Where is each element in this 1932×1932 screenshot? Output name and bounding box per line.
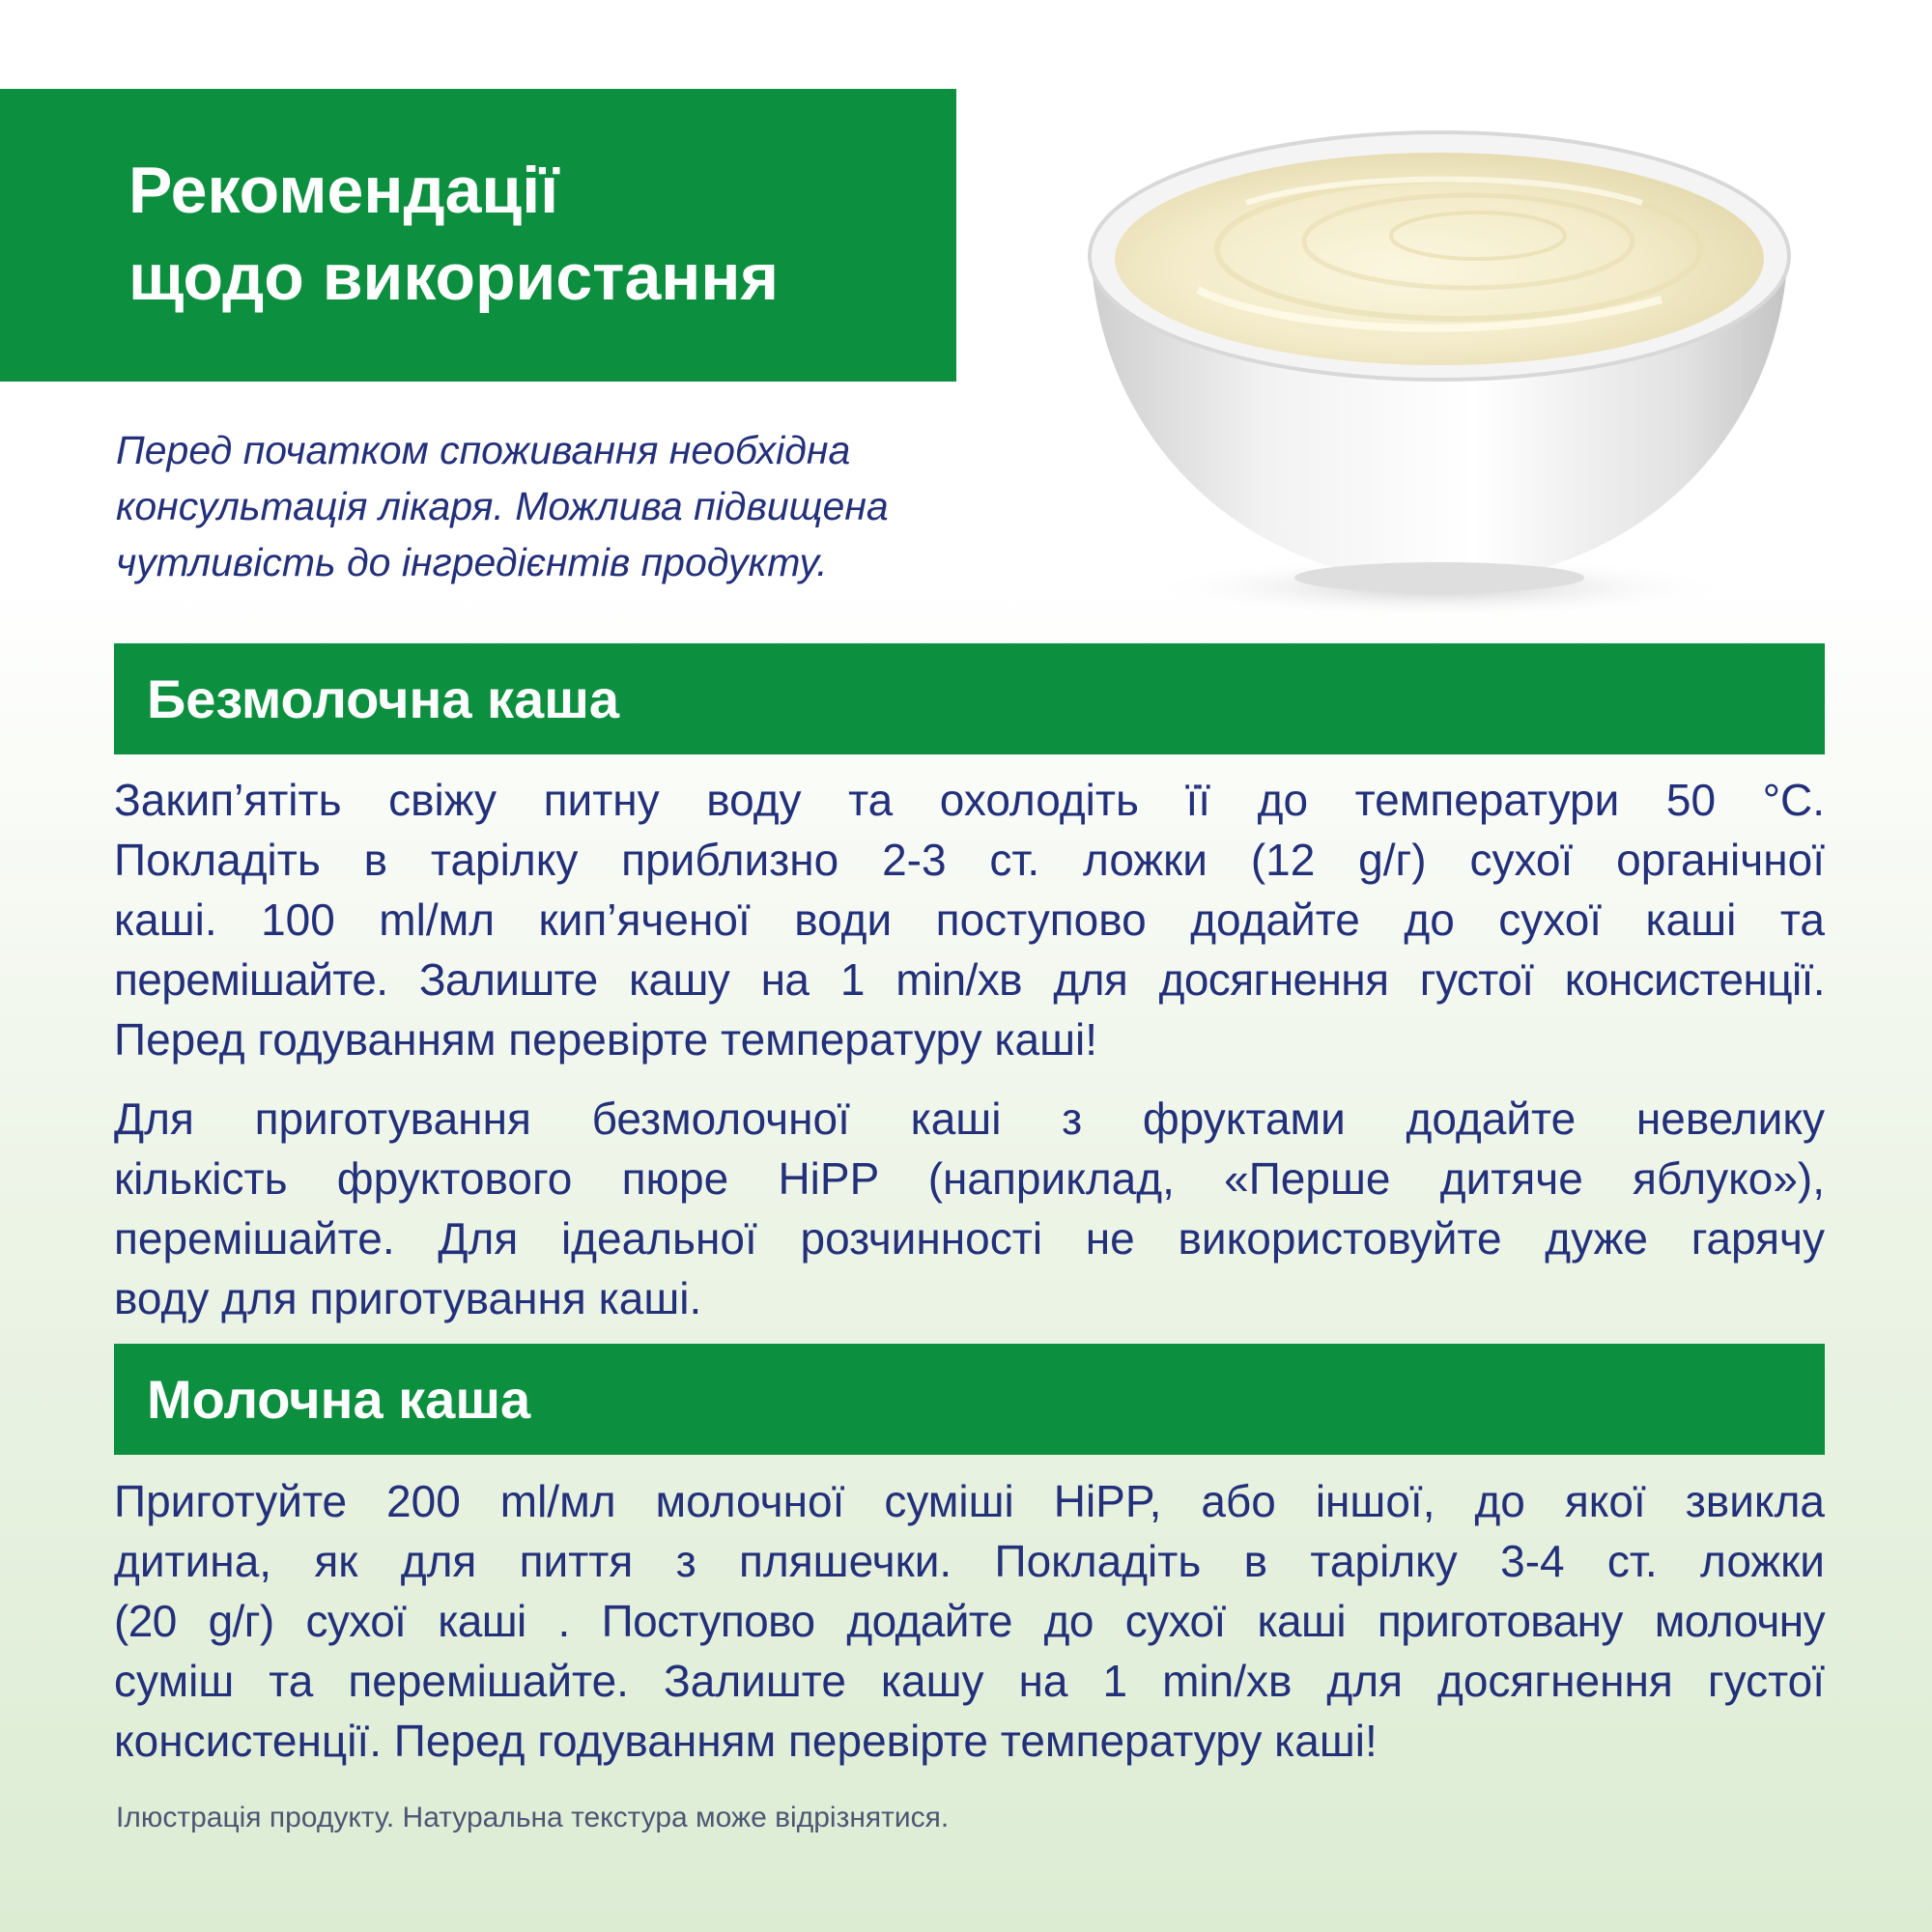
- image-footnote: Ілюстрація продукту. Натуральна текстура може відрізнятися.: [116, 1802, 950, 1833]
- disclaimer-line: консультація лікаря. Можлива підвищена: [116, 484, 889, 528]
- disclaimer-line: чутливість до інгредієнтів продукту.: [116, 540, 828, 584]
- paragraph-line: Покладіть в тарілку приблизно 2-3 ст. ложки (12 g/г) сухої органічної: [114, 835, 1825, 885]
- paragraph-line: (20 g/г) сухої каші . Поступово додайте до сухої каші приготовану молочну: [114, 1596, 1825, 1646]
- paragraph-line: дитина, як для пиття з пляшечки. Покладіть в тарілку 3-4 ст. ложки: [114, 1536, 1825, 1586]
- section-heading-label: Молочна каша: [147, 1369, 531, 1430]
- porridge-bowl-image: [1082, 58, 1797, 628]
- paragraph-line: Закип’ятіть свіжу питну воду та охолодіть її до температури 50 °С.: [114, 775, 1825, 825]
- milk-porridge-instructions: [114, 1471, 1825, 1771]
- title-banner: [0, 89, 956, 382]
- section-heading-dairy-free: [114, 643, 1825, 754]
- paragraph-line: каші. 100 ml/мл кип’яченої води поступово додайте до сухої каші та: [114, 895, 1825, 945]
- paragraph-line: Приготуйте 200 ml/мл молочної суміші HiPP, або іншої, до якої звикла: [114, 1476, 1825, 1526]
- paragraph-line: Для приготування безмолочної каші з фруктами додайте невелику: [114, 1094, 1825, 1144]
- section-heading-label: Безмолочна каша: [147, 668, 620, 729]
- paragraph-line: кількість фруктового пюре HiPP (наприклад, «Перше дитяче яблуко»),: [114, 1153, 1825, 1204]
- paragraph-line: Перед годуванням перевірте температуру каші!: [114, 1014, 1097, 1065]
- section-heading-milk: [114, 1344, 1825, 1455]
- paragraph-line: суміш та перемішайте. Залиште кашу на 1 min/хв для досягнення густої: [114, 1656, 1825, 1706]
- paragraph-line: воду для приготування каші.: [114, 1273, 702, 1323]
- paragraph-line: перемішайте. Для ідеальної розчинності не використовуйте дуже гарячу: [114, 1213, 1825, 1264]
- paragraph-line: перемішайте. Залиште кашу на 1 min/хв для досягнення густої консистенції.: [114, 954, 1825, 1005]
- disclaimer-line: Перед початком споживання необхідна: [116, 428, 851, 472]
- paragraph-line: консистенції. Перед годуванням перевірте температуру каші!: [114, 1716, 1378, 1766]
- page-title-line-2: щодо використання: [128, 241, 780, 314]
- dairy-free-fruit-instructions: [114, 1089, 1825, 1328]
- dairy-free-instructions: [114, 770, 1825, 1069]
- page-title-line-1: Рекомендації: [128, 154, 559, 227]
- medical-disclaimer: [116, 422, 985, 590]
